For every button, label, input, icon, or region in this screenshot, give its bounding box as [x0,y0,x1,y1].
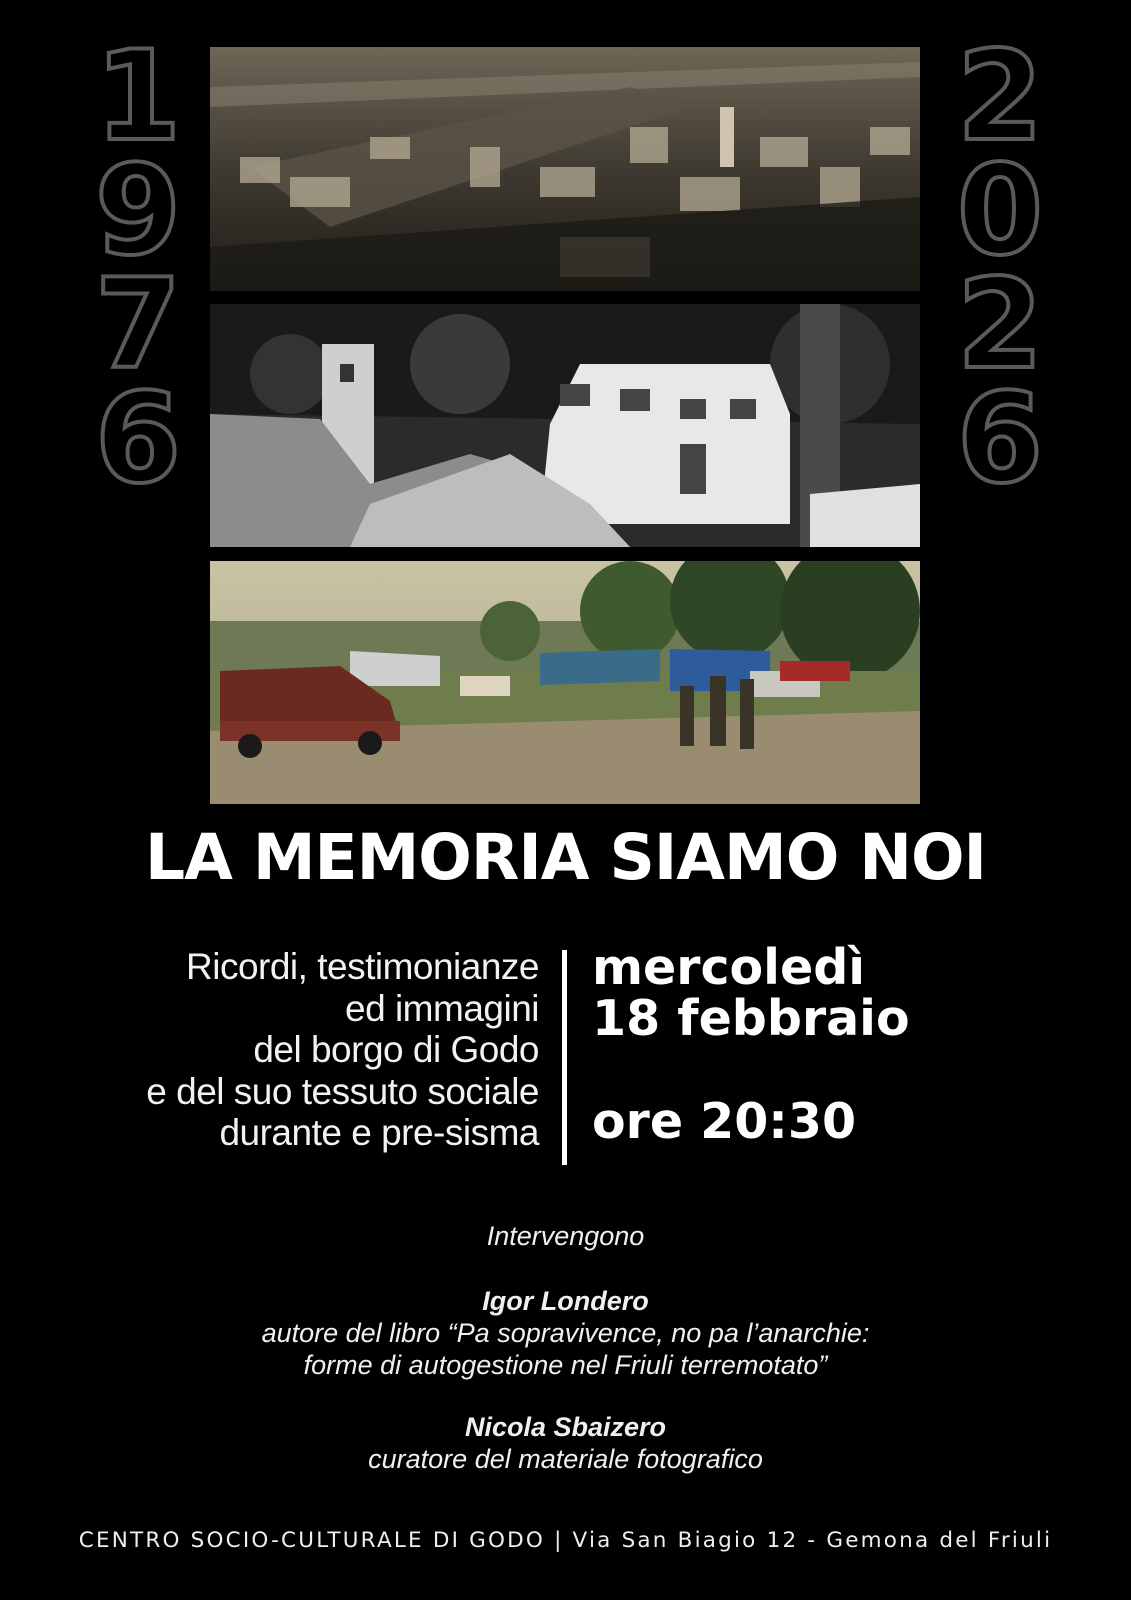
year-digit: 6 [94,367,182,511]
event-schedule [592,939,1032,1150]
year-digit: 7 [94,253,182,397]
year-digit: 6 [956,367,1044,511]
event-day: mercoledì [592,939,866,996]
speaker-role: forme di autogestione nel Friuli terremotato” [303,1350,828,1380]
description-line: e del suo tessuto sociale [146,1070,539,1112]
event-description [79,946,539,1154]
year-digit: 2 [956,253,1044,397]
event-time: ore 20:30 [592,1093,857,1150]
description-line: durante e pre-sisma [219,1112,539,1153]
year-digit: 9 [94,139,182,283]
vertical-divider [562,950,567,1165]
speaker-role: curatore del materiale fotografico [368,1444,763,1474]
description-line: ed immagini [345,987,539,1029]
year-digit: 0 [956,139,1044,283]
year-digit: 2 [956,25,1044,169]
speakers-intro: Intervengono [486,1221,645,1251]
venue-address: CENTRO SOCIO-CULTURALE DI GODO | Via San Biagio 12 - Gemona del Friuli [78,1528,1053,1553]
speaker-name: Nicola Sbaizero [464,1412,667,1442]
speaker-name: Igor Londero [482,1286,649,1316]
year-end [950,25,1050,511]
tent-camp-photo [210,561,920,804]
speakers-section [0,1220,1131,1475]
speaker-role: autore del libro “Pa sopravivence, no pa l’anarchie: [261,1318,870,1348]
event-date: 18 febbraio [592,990,910,1047]
village-panorama-photo [210,47,920,291]
year-digit: 1 [94,25,182,169]
year-start [88,25,188,511]
event-title: LA MEMORIA SIAMO NOI [145,821,986,894]
description-line: Ricordi, testimonianze [186,946,539,987]
earthquake-ruins-photo [210,304,920,547]
description-line: del borgo di Godo [253,1029,539,1070]
